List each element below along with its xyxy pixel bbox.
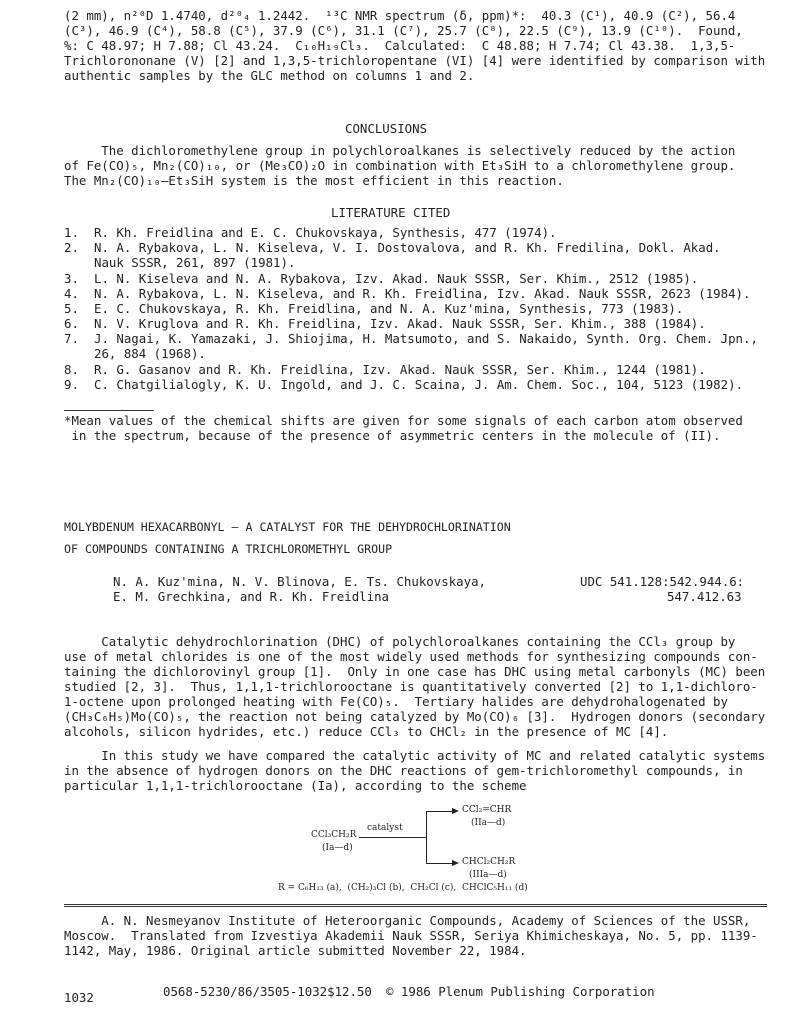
reference-text: L. N. Kiseleva and N. A. Rybakova, Izv. Akad. Nauk SSSR, Ser. Khim., 2512 (1985). — [94, 271, 699, 286]
product2-label: (IIIa—d) — [469, 870, 507, 880]
reactant-formula: CCl₃CH₂R — [311, 830, 357, 840]
text-line: *Mean values of the chemical shifts are given for some signals of each carbon atom observed — [64, 413, 743, 428]
text-line: authentic samples by the GLC method on columns 1 and 2. — [64, 68, 475, 83]
text-line: A. N. Nesmeyanov Institute of Heteroorganic Compounds, Academy of Sciences of the USSR, — [64, 913, 751, 928]
reference-item — [64, 331, 758, 347]
branch-line — [426, 811, 427, 864]
text-line: taining the dichlorovinyl group [1]. Only in one case has DHC using metal carbonyls (MC) been — [64, 664, 766, 679]
reference-number: 9. — [64, 377, 79, 392]
title-line: MOLYBDENUM HEXACARBONYL – A CATALYST FOR THE DEHYDROCHLORINATION — [64, 520, 511, 534]
product1-label: (IIa—d) — [471, 818, 506, 828]
product1-formula: CCl₂=CHR — [462, 805, 512, 815]
text-line: 1142, May, 1986. Original article submitted November 22, 1984. — [64, 943, 527, 958]
catalyst-label: catalyst — [367, 823, 403, 833]
reference-text: N. A. Rybakova, L. N. Kiseleva, V. I. Dostovalova, and R. Kh. Fredilina, Dokl. Akad. — [94, 240, 721, 255]
text-line: The dichloromethylene group in polychloroalkanes is selectively reduced by the action — [64, 143, 736, 158]
copyright-notice: © 1986 Plenum Publishing Corporation — [386, 984, 655, 999]
reference-number: 1. — [64, 225, 79, 240]
reference-text: R. Kh. Freidlina and E. C. Chukovskaya, Synthesis, 477 (1974). — [94, 225, 557, 240]
text-line: Catalytic dehydrochlorination (DHC) of polychloroalkanes containing the CCl₃ group by — [64, 634, 736, 649]
r-substituent-line: R = C₆H₁₃ (a), (CH₂)₃Cl (b), CH₂Cl (c), CHClC₅H₁₁ (d) — [278, 883, 528, 893]
reference-item — [64, 362, 706, 378]
title-line: OF COMPOUNDS CONTAINING A TRICHLOROMETHYL GROUP — [64, 542, 393, 556]
reaction-arrow — [359, 837, 426, 838]
product2-formula: CHCl₂CH₂R — [462, 857, 516, 867]
reference-text: 26, 884 (1968). — [94, 346, 206, 361]
text-line: (CH₃C₆H₅)Mo(CO)₅, the reaction not being catalyzed by Mo(CO)₆ [3]. Hydrogen donors (secondary — [64, 709, 766, 724]
text-line: Moscow. Translated from Izvestiya Akademii Nauk SSSR, Seriya Khimicheskaya, No. 5, pp. 1139- — [64, 928, 758, 943]
text-line: studied [2, 3]. Thus, 1,1,1-trichlorooctane is quantitatively converted [2] to 1,1-dichloro- — [64, 679, 758, 694]
reference-number: 3. — [64, 271, 79, 286]
issn-code: 0568-5230/86/3505-1032$12.50 — [163, 984, 372, 999]
text-line: Trichlorononane (V) [2] and 1,3,5-trichloropentane (VI) [4] were identified by comparison with — [64, 53, 766, 68]
page-number: 1032 — [64, 990, 94, 1005]
text-line: in the absence of hydrogen donors on the DHC reactions of gem-trichloromethyl compounds, in — [64, 763, 743, 778]
footer-rule — [64, 906, 767, 907]
udc-line: UDC 541.128:542.944.6: — [580, 574, 745, 589]
text-line: particular 1,1,1-trichlorooctane (Ia), according to the scheme — [64, 778, 527, 793]
reference-text: E. C. Chukovskaya, R. Kh. Freidlina, and N. A. Kuz'mina, Synthesis, 773 (1983). — [94, 301, 684, 316]
reference-text: J. Nagai, K. Yamazaki, J. Shiojima, H. Matsumoto, and S. Nakaido, Synth. Org. Chem. Jpn., — [94, 331, 758, 346]
conclusions-heading: CONCLUSIONS — [345, 121, 428, 136]
reference-number: 6. — [64, 316, 79, 331]
udc-line: 547.412.63 — [667, 589, 742, 604]
branch-arrow-bottom — [426, 863, 453, 864]
reactant-label: (Ia—d) — [322, 843, 353, 853]
reference-item — [64, 225, 557, 241]
reference-item — [64, 301, 683, 317]
text-line: of Fe(CO)₅, Mn₂(CO)₁₀, or (Me₃CO)₂O in combination with Et₃SiH to a chloromethylene group. — [64, 158, 736, 173]
reference-number: 4. — [64, 286, 79, 301]
footer-rule — [64, 904, 767, 905]
text-line: %: C 48.97; H 7.88; Cl 43.24. C₁₀H₁₉Cl₃. Calculated: C 48.88; H 7.74; Cl 43.38. 1,3,5- — [64, 38, 736, 53]
reference-text: R. G. Gasanov and R. Kh. Freidlina, Izv. Akad. Nauk SSSR, Ser. Khim., 1244 (1981). — [94, 362, 706, 377]
reference-number: 7. — [64, 331, 79, 346]
text-line: alcohols, silicon hydrides, etc.) reduce CCl₃ to CHCl₂ in the presence of MC [4]. — [64, 724, 669, 739]
reference-item — [64, 240, 721, 256]
reference-item — [64, 316, 706, 332]
literature-heading: LITERATURE CITED — [331, 205, 451, 220]
reference-text: N. A. Rybakova, L. N. Kiseleva, and R. Kh. Freidlina, Izv. Akad. Nauk SSSR, 2623 (1984). — [94, 286, 751, 301]
arrowhead-icon — [452, 860, 459, 866]
reference-text: C. Chatgilialogly, K. U. Ingold, and J. C. Scaina, J. Am. Chem. Soc., 104, 5123 (1982). — [94, 377, 744, 392]
reference-item — [64, 286, 750, 302]
branch-arrow-top — [426, 811, 453, 812]
text-line: In this study we have compared the catalytic activity of MC and related catalytic systems — [64, 748, 766, 763]
author-line: E. M. Grechkina, and R. Kh. Freidlina — [113, 589, 390, 604]
footnote-rule — [64, 410, 154, 411]
text-line: (2 mm), n²⁰D 1.4740, d²⁰₄ 1.2442. ¹³C NMR spectrum (δ, ppm)*: 40.3 (C¹), 40.9 (C²), 56.4 — [64, 8, 736, 23]
reference-item — [64, 377, 743, 393]
text-line: in the spectrum, because of the presence of asymmetric centers in the molecule of (II). — [64, 428, 721, 443]
reference-item — [64, 271, 698, 287]
reference-text: N. V. Kruglova and R. Kh. Freidlina, Izv. Akad. Nauk SSSR, Ser. Khim., 388 (1984). — [94, 316, 706, 331]
reference-number: 8. — [64, 362, 79, 377]
text-line: (C³), 46.9 (C⁴), 58.8 (C⁵), 37.9 (C⁶), 31.1 (C⁷), 25.7 (C⁸), 22.5 (C⁹), 13.9 (C¹⁰). Found, — [64, 23, 743, 38]
text-line: use of metal chlorides is one of the most widely used methods for synthesizing compounds con- — [64, 649, 758, 664]
author-line: N. A. Kuz'mina, N. V. Blinova, E. Ts. Chukovskaya, — [113, 574, 486, 589]
arrowhead-icon — [452, 808, 459, 814]
text-line: 1-octene upon prolonged heating with Fe(CO)₅. Tertiary halides are dehydrohalogenated by — [64, 694, 728, 709]
reference-number: 5. — [64, 301, 79, 316]
reference-text: Nauk SSSR, 261, 897 (1981). — [94, 255, 296, 270]
reference-number: 2. — [64, 240, 79, 255]
text-line: The Mn₂(CO)₁₀–Et₃SiH system is the most efficient in this reaction. — [64, 173, 564, 188]
